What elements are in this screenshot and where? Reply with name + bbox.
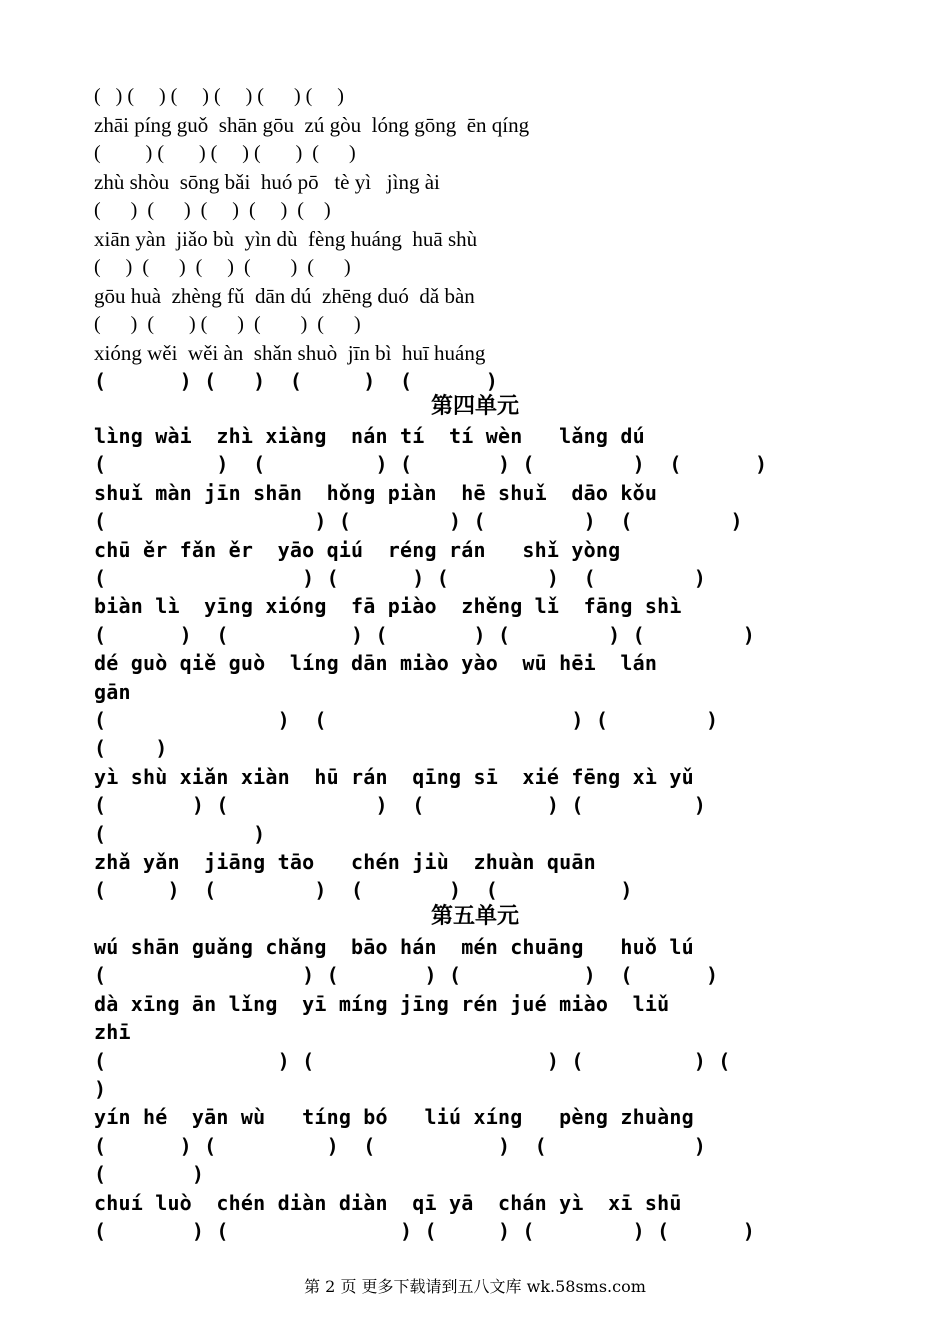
pinyin-line: yì shù xiǎn xiàn hū rán qīng sī xié fēng xì yǔ: [94, 764, 694, 789]
answer-blank-line: ( ): [94, 1162, 205, 1187]
pinyin-line: wú shān guǎng chǎng bāo hán mén chuāng huǒ lú: [94, 935, 694, 959]
pinyin-line: dà xīng ān lǐng yī míng jīng rén jué miào liǔ: [94, 991, 670, 1016]
pinyin-line: lìng wài zhì xiàng nán tí tí wèn lǎng dú: [94, 424, 645, 448]
answer-blank-line: ( ) ( ) ( ) (: [94, 1048, 731, 1073]
answer-blank-line: ( ) ( ) ( ) ( ) ( ) ( ): [94, 85, 344, 107]
answer-blank-line: ( ): [94, 821, 266, 846]
pinyin-line: zhī: [94, 1020, 131, 1045]
answer-blank-line: ( ) ( ) ( ) ( ) ( ): [94, 142, 356, 164]
answer-blank-line: ( ) ( ) ( ) ( ) ( ): [94, 1219, 756, 1243]
answer-blank-line: ( ): [94, 736, 168, 761]
pinyin-line: zhāi píng guǒ shān gōu zú gòu lóng gōng ēn qíng: [94, 112, 530, 137]
pinyin-line: biàn lì yīng xióng fā piào zhěng lǐ fāng shì: [94, 594, 682, 619]
answer-blank-line: ): [94, 1077, 107, 1101]
pinyin-line: xiān yàn jiǎo bù yìn dù fèng huáng huā shù: [94, 226, 478, 251]
answer-blank-line: ( ) ( ) ( ) ( ): [94, 878, 633, 903]
answer-blank-line: ( ) ( ) ( ) ( ): [94, 793, 707, 818]
pinyin-line: zhǎ yǎn jiāng tāo chén jiù zhuàn quān: [94, 850, 596, 874]
pinyin-line: dé guò qiě guò líng dān miào yào wū hēi lán: [94, 651, 658, 676]
answer-blank-line: ( ) ( ) ( ) ( ): [94, 963, 719, 988]
answer-blank-line: ( ) ( ) ( ): [94, 708, 719, 732]
pinyin-line: zhù shòu sōng bǎi huó pō tè yì jìng ài: [94, 169, 440, 194]
answer-blank-line: ( ) ( ) ( ) ( ) ( ): [94, 199, 331, 221]
unit4-heading: 第四单元: [430, 393, 519, 419]
pinyin-line: chū ěr fǎn ěr yāo qiú réng rán shǐ yòng: [94, 537, 621, 562]
pinyin-line: shuǐ màn jīn shān hǒng piàn hē shuǐ dāo kǒu: [94, 480, 658, 505]
answer-blank-line: ( ) ( ) ( ) ( ) ( ): [94, 452, 768, 477]
answer-blank-line: ( ) ( ) ( ) ( ): [94, 1133, 707, 1158]
page-footer: 第 2 页 更多下载请到五八文库 wk.58sms.com: [304, 1277, 646, 1296]
unit5-heading: 第五单元: [430, 903, 519, 929]
pinyin-line: yín hé yān wù tíng bó liú xíng pèng zhuàng: [94, 1105, 694, 1130]
answer-blank-line: ( ) ( ) ( ) ( ): [94, 566, 707, 590]
pinyin-line: chuí luò chén diàn diàn qī yā chán yì xī shū: [94, 1190, 682, 1215]
answer-blank-line: ( ) ( ) ( ) ( ) ( ): [94, 622, 756, 647]
answer-blank-line: ( ) ( ) ( ) ( ): [94, 509, 743, 534]
answer-blank-line: ( ) ( ) ( ) ( ) ( ): [94, 256, 351, 278]
pinyin-line: gōu huà zhèng fǔ dān dú zhēng duó dǎ bàn: [94, 283, 475, 308]
pinyin-line: xióng wěi wěi àn shǎn shuò jīn bì huī huáng: [94, 340, 486, 365]
answer-blank-line: ( ) ( ) ( ) ( ): [94, 369, 498, 393]
answer-blank-line: ( ) ( ) ( ) ( ) ( ): [94, 313, 361, 335]
pinyin-line: gān: [94, 679, 131, 704]
